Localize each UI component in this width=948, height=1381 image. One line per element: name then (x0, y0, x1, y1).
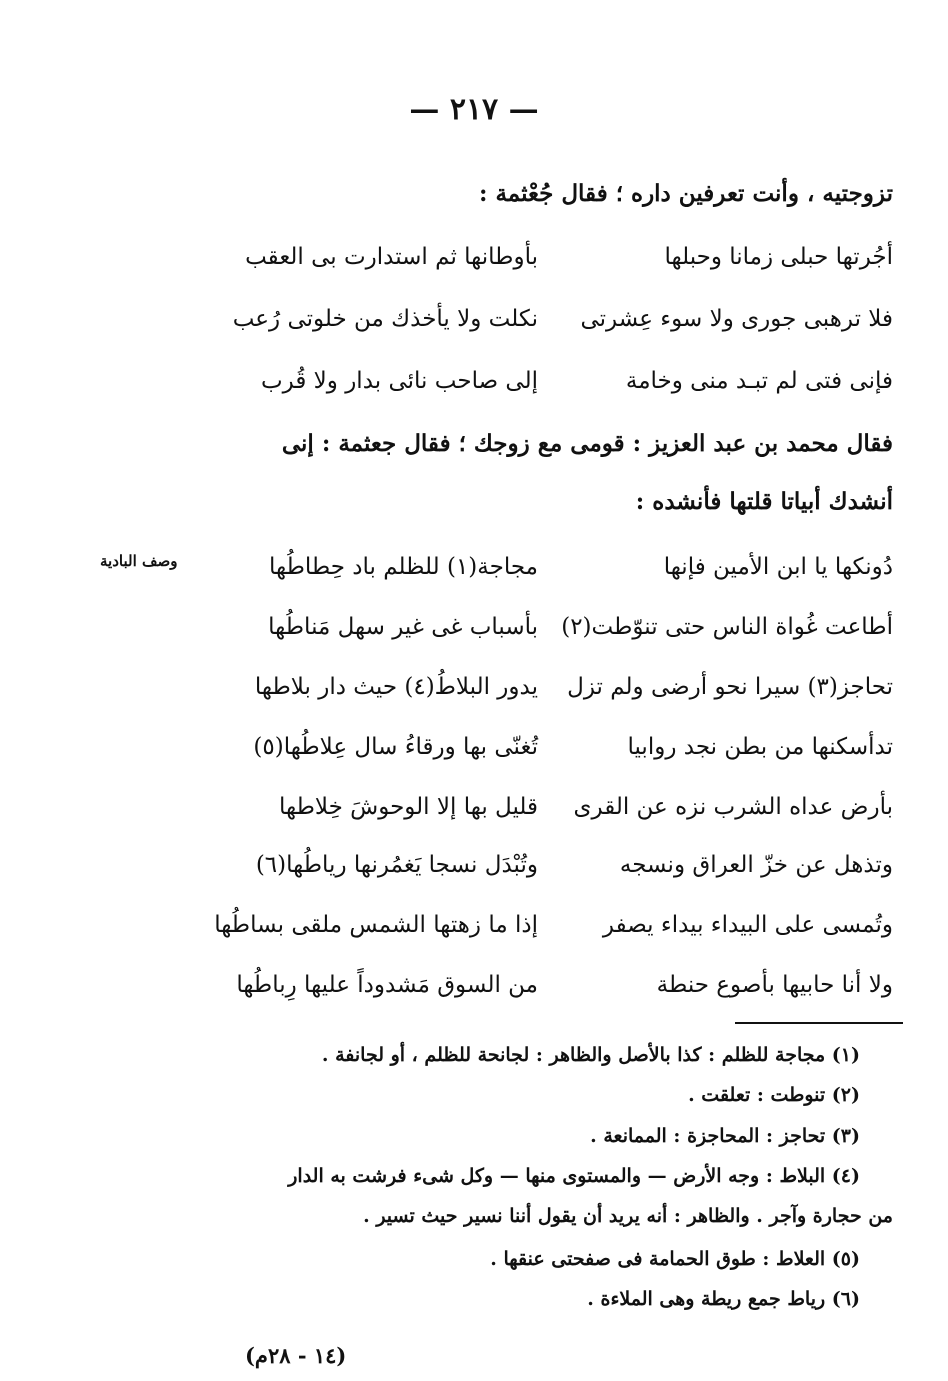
footnote-4: (٤) البلاط : وجه الأرض — والمستوى منها — وكل شىء فرشت به الدار (288, 1165, 860, 1187)
verse-row (0, 306, 948, 346)
hemistich-second: يدور البلاطُ(٤) حيث دار بلاطها (254, 674, 538, 700)
verse-row (0, 368, 948, 408)
hemistich-first: وتذهل عن خزّ العراق ونسجه (619, 852, 893, 878)
footnote-5: (٥) العلاط : طوق الحمامة فى صفحتى عنقها . (490, 1248, 860, 1270)
hemistich-first: أجُرتها حبلى زمانا وحبلها (664, 244, 893, 270)
hemistich-second: بأسباب غى غير سهل مَناطُها (268, 614, 538, 640)
hemistich-first: تحاجز(٣) سيرا نحو أرضى ولم تزل (567, 674, 893, 700)
margin-note: وصف البادية (100, 552, 178, 570)
hemistich-first: تدأسكنها من بطن نجد روابيا (627, 734, 893, 760)
hemistich-second: وتُبْدَل نسجا يَغمُرنها رياطُها(٦) (255, 852, 538, 878)
hemistich-second: تُغنّى بها ورقاءُ سال عِلاطُها(٥) (253, 734, 538, 760)
footnote-divider (735, 1022, 903, 1024)
hemistich-second: إذا ما زهتها الشمس ملقى بساطُها (214, 912, 538, 938)
hemistich-first: وتُمسى على البيداء بيداء يصفر (602, 912, 893, 938)
hemistich-second: من السوق مَشدوداً عليها رِباطُها (236, 972, 538, 998)
mid-line-1: فقال محمد بن عبد العزيز : قومى مع زوجك ؛ فقال جعثمة : إنى (281, 430, 893, 457)
hemistich-first: ولا أنا حابيها بأصوع حنطة (656, 972, 893, 998)
hemistich-second: قليل بها إلا الوحوشَ خِلاطها (278, 794, 538, 820)
hemistich-second: مجاجة(١) للظلم باد حِطاطُها (268, 554, 538, 580)
hemistich-first: بأرض عداه الشرب نزه عن القرى (573, 794, 893, 820)
verse-row (0, 614, 948, 654)
footnote-2: (٢) تنوطت : تعلقت . (688, 1084, 860, 1106)
hemistich-first: دُونكها يا ابن الأمين فإنها (663, 554, 893, 580)
verse-row (0, 852, 948, 892)
verse-row (0, 794, 948, 834)
hemistich-second: نكلت ولا يأخذك من خلوتى رُعب (232, 306, 538, 332)
verse-row (0, 912, 948, 952)
verse-row (0, 734, 948, 774)
footnote-6: (٦) رياط جمع ريطة وهى الملاءة . (587, 1288, 860, 1310)
printer-signature: (١٤ - ٢٨م) (245, 1343, 347, 1368)
hemistich-second: بأوطانها ثم استدارت بى العقب (245, 244, 538, 270)
verse-row (0, 554, 948, 594)
verse-row (0, 972, 948, 1012)
hemistich-second: إلى صاحب نائى بدار ولا قُرب (261, 368, 538, 394)
intro-line: تزوجتيه ، وأنت تعرفين داره ؛ فقال جُعْثمة : (478, 180, 893, 207)
mid-line-2: أنشدك أبياتا قلتها فأنشده : (635, 488, 893, 515)
footnote-4-continued: من حجارة وآجر . والظاهر : أنه يريد أن يقول أننا نسير حيث تسير . (363, 1205, 893, 1227)
footnote-3: (٣) تحاجز : المحاجزة : الممانعة . (590, 1125, 860, 1147)
footnote-1: (١) مجاجة للظلم : كذا بالأصل والظاهر : لجانحة للظلم ، أو لجانفة . (321, 1044, 860, 1066)
verse-row (0, 674, 948, 714)
hemistich-first: أطاعت غُواة الناس حتى تنوّطت(٢) (561, 614, 893, 640)
hemistich-first: فإنى فتى لم تبـد منى وخامة (625, 368, 893, 394)
verse-row (0, 244, 948, 284)
page-number: — ٢١٧ — (409, 92, 539, 127)
hemistich-first: فلا ترهبى جورى ولا سوء عِشرتى (580, 306, 893, 332)
